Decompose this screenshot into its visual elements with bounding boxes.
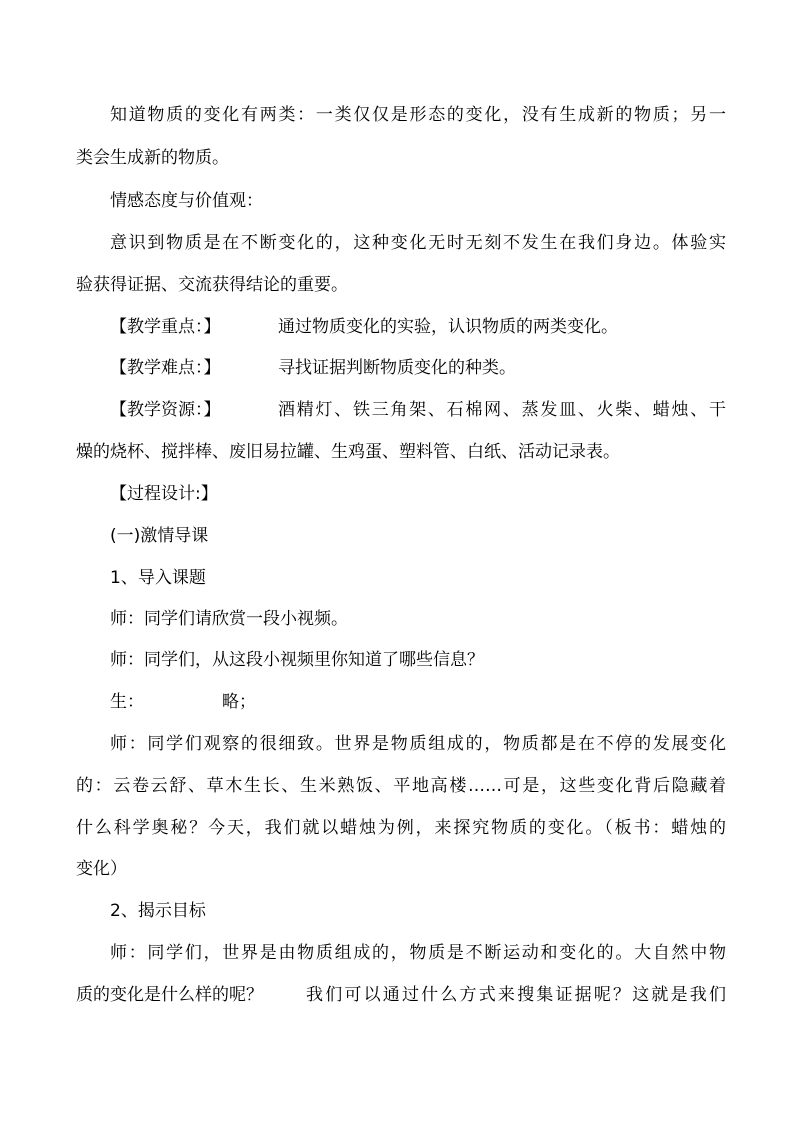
teaching-difficulty-label: 【教学难点：】 [110,358,221,378]
section-heading: 【过程设计:】 [110,484,218,504]
paragraph-line: 师：同学们请欣赏一段小视频。 [110,609,348,629]
student-answer: 略； [222,692,256,712]
paragraph-line: 师：同学们观察的很细致。世界是物质组成的，物质都是在不停的发展变化 [110,734,726,754]
teaching-resources-text: 酒精灯、铁三角架、石棉网、蒸发皿、火柴、蜡烛、干 [278,400,726,420]
section-heading: 2、揭示目标 [110,901,206,921]
paragraph-line: 验获得证据、交流获得结论的重要。 [76,275,348,295]
paragraph-line: 知道物质的变化有两类：一类仅仅是形态的变化，没有生成新的物质；另一 [110,105,726,125]
section-heading: 情感态度与价值观： [110,191,263,211]
paragraph-line: 质的变化是什么样的呢？ [76,985,263,1005]
section-heading: (一)激情导课 [110,526,209,546]
paragraph-line: 我们可以通过什么方式来搜集证据呢？这就是我们 [306,985,726,1005]
section-heading: 1、导入课题 [110,568,206,588]
teaching-focus-text: 通过物质变化的实验，认识物质的两类变化。 [278,317,618,337]
student-label: 生： [110,692,144,712]
paragraph-line: 变化） [76,859,127,879]
paragraph-line: 类会生成新的物质。 [76,148,229,168]
paragraph-line: 的：云卷云舒、草木生长、生米熟饭、平地高楼……可是，这些变化背后隐藏着 [76,776,726,796]
teaching-resources-label: 【教学资源：】 [110,400,221,420]
paragraph-line: 师：同学们，世界是由物质组成的，物质是不断运动和变化的。大自然中物 [110,943,726,963]
teaching-focus-label: 【教学重点：】 [110,317,221,337]
paragraph-line: 师：同学们，从这段小视频里你知道了哪些信息？ [110,650,484,670]
paragraph-line: 燥的烧杯、搅拌棒、废旧易拉罐、生鸡蛋、塑料管、白纸、活动记录表。 [76,442,620,462]
teaching-difficulty-text: 寻找证据判断物质变化的种类。 [278,358,516,378]
paragraph-line: 意识到物质是在不断变化的，这种变化无时无刻不发生在我们身边。体验实 [110,233,726,253]
paragraph-line: 什么科学奥秘？今天，我们就以蜡烛为例，来探究物质的变化。（板书：蜡烛的 [76,818,726,838]
